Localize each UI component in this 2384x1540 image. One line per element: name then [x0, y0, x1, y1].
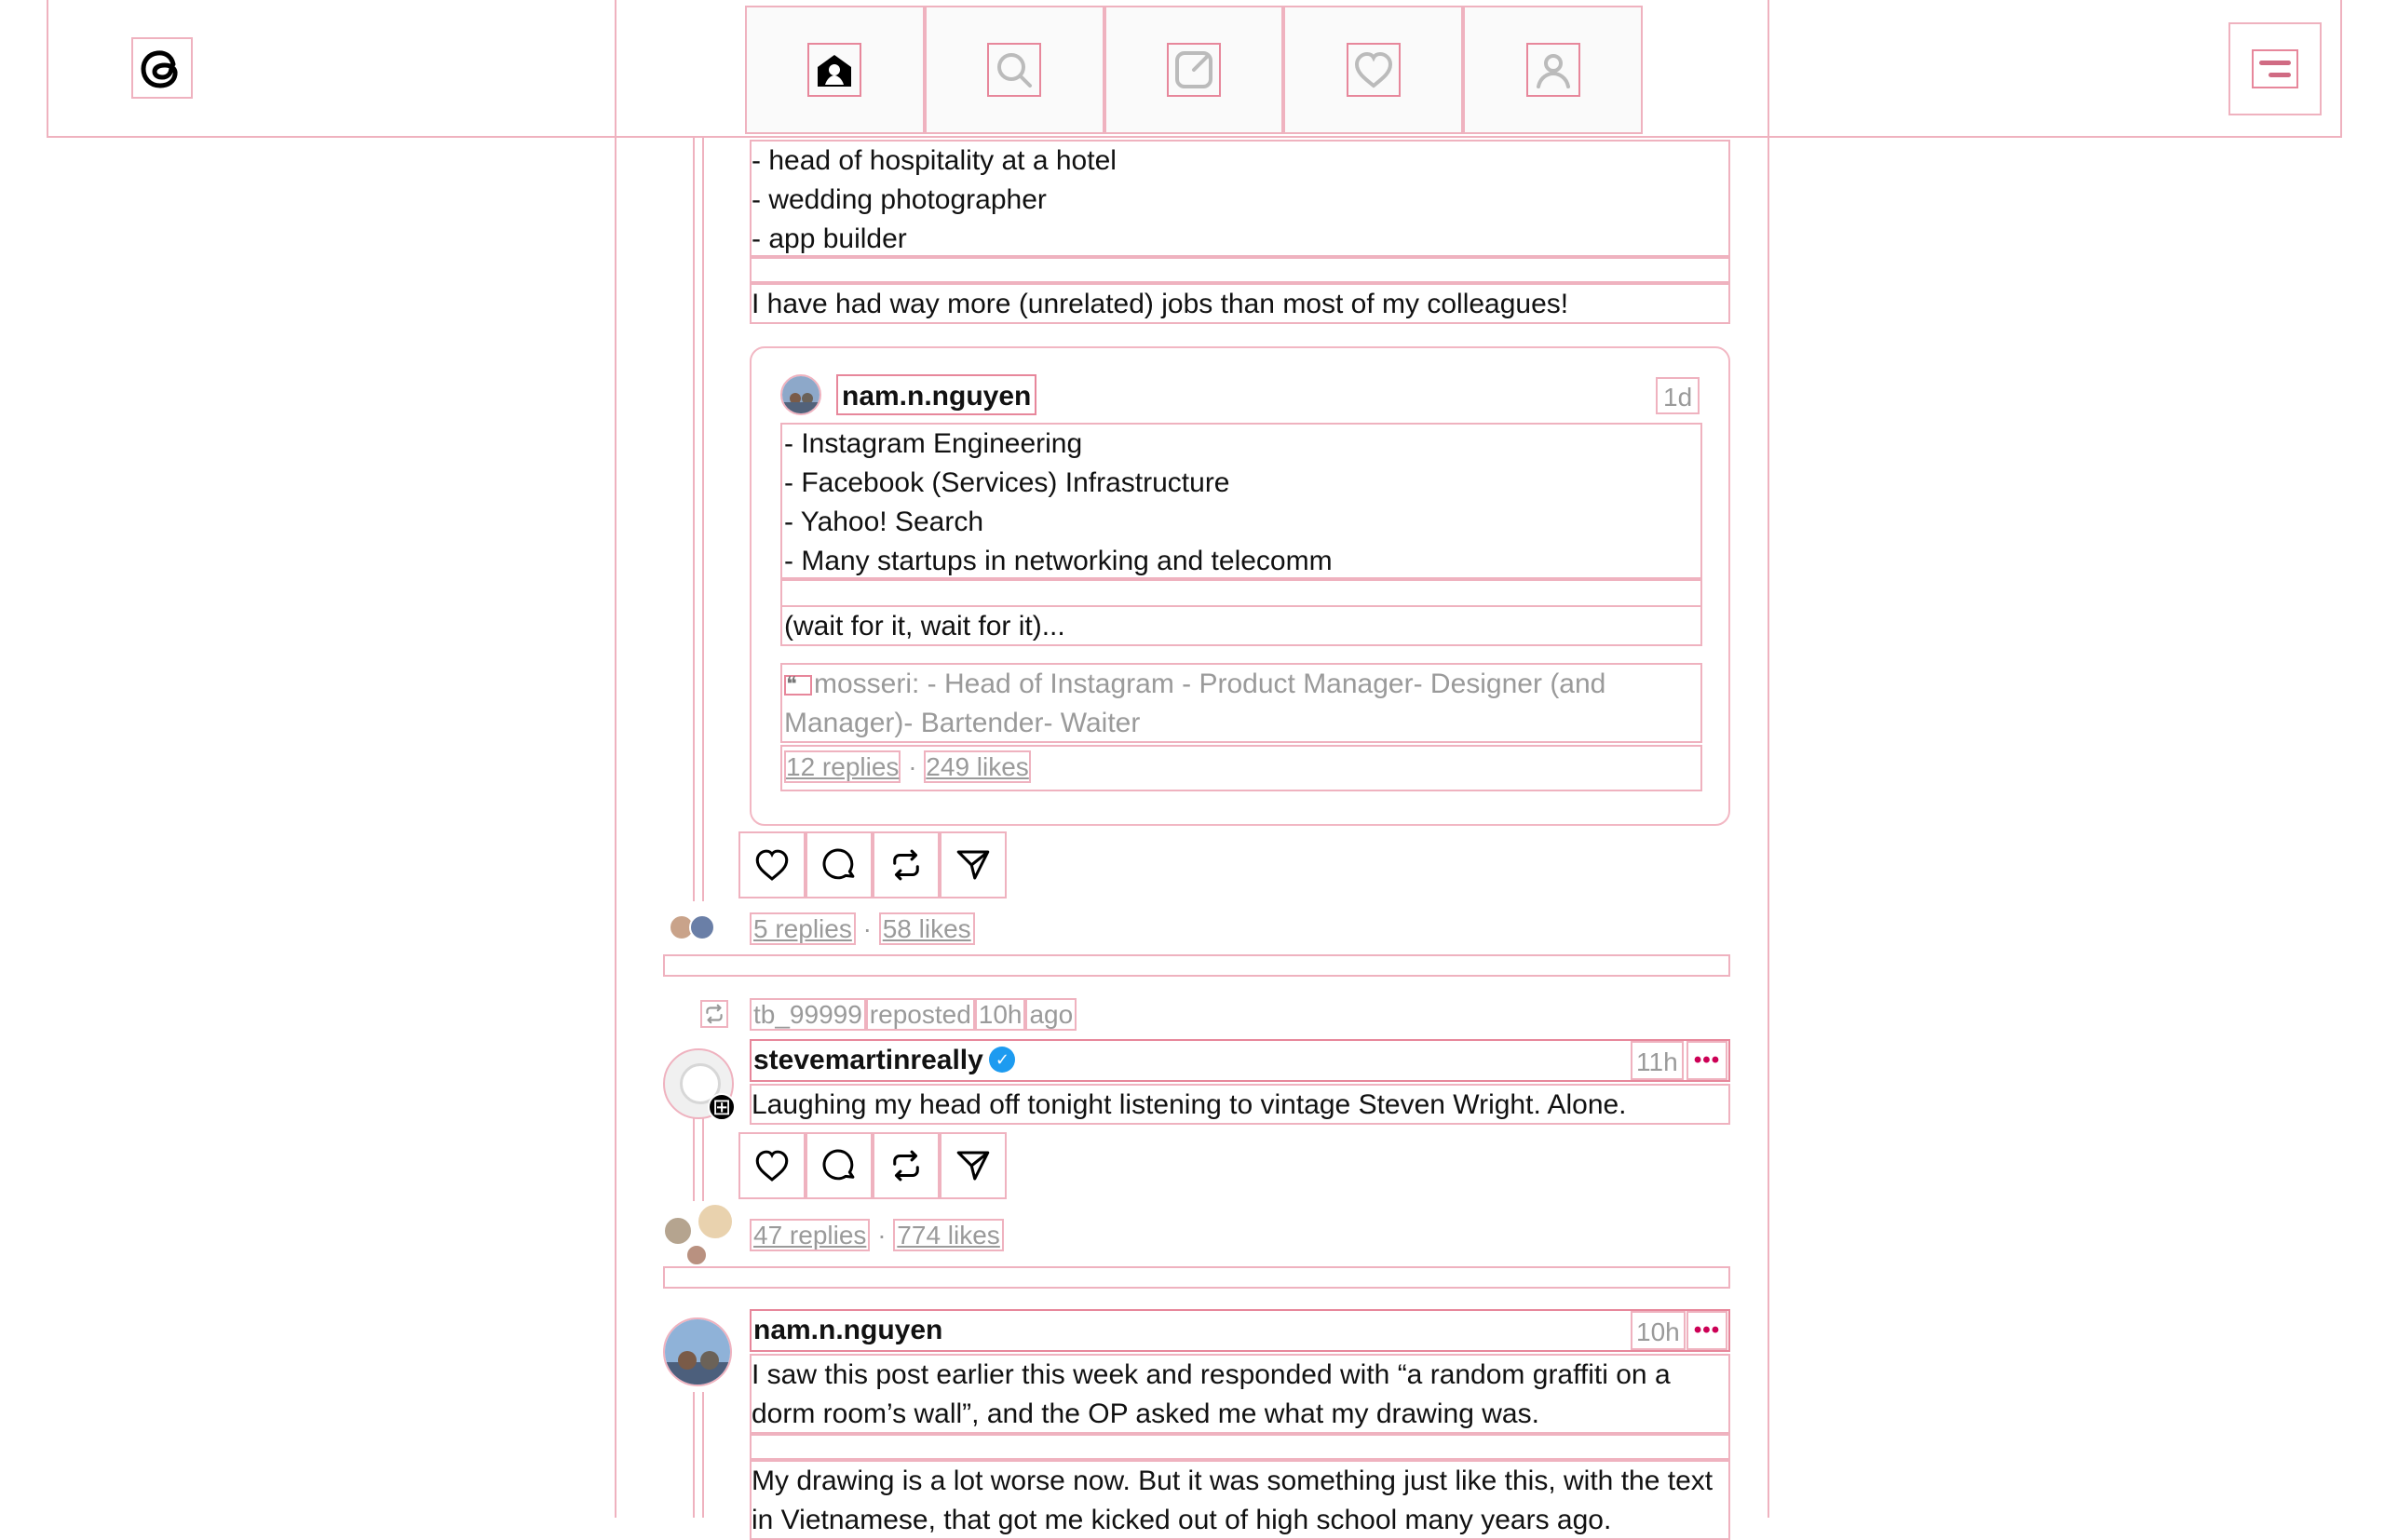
- quoted-username[interactable]: nam.n.nguyen: [836, 374, 1036, 415]
- post-body: My drawing is a lot worse now. But it was something just like this, with the text in Vietnamese, that got me kicked out of high school many years ago.: [750, 1460, 1730, 1540]
- tab-profile[interactable]: [1463, 6, 1643, 134]
- post-body-list: - head of hospitality at a hotel - wedding photographer - app builder: [750, 140, 1730, 257]
- post-body: Laughing my head off tonight listening to vintage Steven Wright. Alone.: [750, 1084, 1730, 1125]
- like-button[interactable]: [738, 1132, 806, 1199]
- post-actions: [738, 1132, 1007, 1199]
- post-stats: 5 replies · 58 likes: [750, 911, 975, 948]
- post-header: [750, 1039, 1730, 1082]
- tab-activity[interactable]: [1283, 6, 1463, 134]
- repost-button[interactable]: [873, 1132, 940, 1199]
- thread-connector: [693, 1392, 704, 1518]
- comment-icon: [820, 845, 859, 885]
- send-icon: [954, 1146, 993, 1185]
- main-nav-tabs: [745, 6, 1643, 134]
- reply-button[interactable]: [806, 1132, 873, 1199]
- replies-link[interactable]: 5 replies: [750, 912, 856, 945]
- quote-icon: ❝: [784, 675, 812, 696]
- avatar[interactable]: [663, 1317, 732, 1386]
- post-timestamp[interactable]: 10h: [1631, 1311, 1686, 1350]
- spacer: [750, 1434, 1730, 1460]
- repost-indicator: tb_99999 reposted 10h ago: [750, 996, 1077, 1033]
- avatar: [685, 1244, 708, 1266]
- reply-avatars: [663, 1203, 730, 1268]
- profile-icon: [1526, 43, 1580, 97]
- heart-icon: [1347, 43, 1401, 97]
- verified-badge-icon: [989, 1047, 1015, 1073]
- tab-home[interactable]: [745, 6, 925, 134]
- more-options-button[interactable]: •••: [1686, 1311, 1727, 1350]
- search-icon: [987, 43, 1041, 97]
- repost-icon: [887, 845, 926, 885]
- repost-button[interactable]: [873, 831, 940, 898]
- heart-icon: [752, 1146, 792, 1185]
- reply-button[interactable]: [806, 831, 873, 898]
- spacer: [780, 579, 1702, 607]
- thread-connector: [693, 138, 704, 901]
- post-header: [750, 1309, 1730, 1352]
- compose-icon: [1167, 43, 1221, 97]
- menu-icon: [2252, 49, 2298, 88]
- follow-plus-icon[interactable]: ⊞: [708, 1093, 736, 1121]
- post-stats: 47 replies · 774 likes: [750, 1217, 1004, 1254]
- reply-avatars: [669, 914, 715, 940]
- spacer: [750, 257, 1730, 283]
- home-icon: [807, 43, 861, 97]
- divider: [663, 1266, 1730, 1289]
- post-actions: [738, 831, 1007, 898]
- comment-icon: [820, 1146, 859, 1185]
- share-button[interactable]: [940, 831, 1007, 898]
- more-options-button[interactable]: •••: [1686, 1041, 1727, 1080]
- divider: [663, 954, 1730, 977]
- post-timestamp[interactable]: 11h: [1631, 1041, 1684, 1080]
- tab-compose[interactable]: [1104, 6, 1284, 134]
- likes-link[interactable]: 774 likes: [893, 1219, 1004, 1251]
- avatar: [689, 914, 715, 940]
- send-icon: [954, 845, 993, 885]
- quoted-replies-link[interactable]: 12 replies: [786, 752, 900, 781]
- quoted-likes-link[interactable]: 249 likes: [926, 752, 1029, 781]
- repost-icon: [887, 1146, 926, 1185]
- repost-icon: [700, 1000, 728, 1028]
- avatar: [663, 1216, 693, 1246]
- quoted-timestamp[interactable]: 1d: [1656, 377, 1700, 414]
- like-button[interactable]: [738, 831, 806, 898]
- heart-icon: [752, 845, 792, 885]
- share-button[interactable]: [940, 1132, 1007, 1199]
- replies-link[interactable]: 47 replies: [750, 1219, 870, 1251]
- thread-connector: [693, 1117, 704, 1201]
- quoted-body-line: (wait for it, wait for it)...: [780, 605, 1702, 646]
- avatar[interactable]: [780, 374, 821, 415]
- username[interactable]: stevemartinreally✓: [752, 1041, 1015, 1080]
- post-body: I saw this post earlier this week and responded with “a random graffiti on a dorm room’s wall”, and the OP asked me what my drawing was.: [750, 1354, 1730, 1434]
- likes-link[interactable]: 58 likes: [879, 912, 975, 945]
- repost-user-link[interactable]: tb_99999: [750, 998, 866, 1031]
- post-body-paragraph: I have had way more (unrelated) jobs than most of my colleagues!: [750, 283, 1730, 324]
- avatar: [697, 1203, 734, 1240]
- menu-button[interactable]: [2228, 22, 2322, 115]
- avatar[interactable]: [663, 1048, 734, 1119]
- tab-search[interactable]: [925, 6, 1104, 134]
- username[interactable]: nam.n.nguyen: [753, 1315, 943, 1345]
- quoted-body-list: - Instagram Engineering - Facebook (Services) Infrastructure - Yahoo! Search - Many startups in networking and telecomm: [780, 423, 1702, 579]
- quoted-stats: 12 replies · 249 likes: [780, 745, 1702, 791]
- quoted-nested-post[interactable]: ❝ mosseri: - Head of Instagram - Product Manager- Designer (and Manager)- Bartender- Waiter: [780, 663, 1702, 743]
- threads-logo-icon[interactable]: [131, 37, 193, 99]
